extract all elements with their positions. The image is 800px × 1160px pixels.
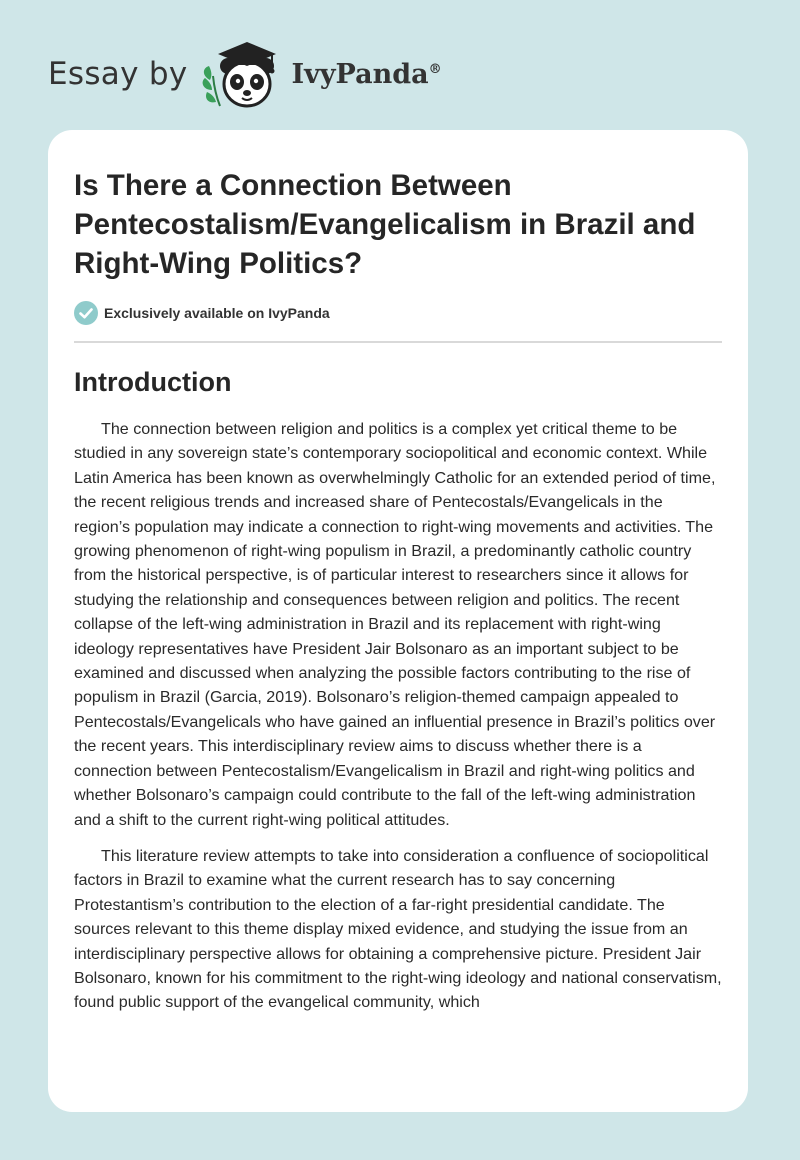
- essay-title: Is There a Connection Between Pentecostalism/Evangelicalism in Brazil and Right-Wing Politics?: [74, 169, 696, 280]
- brand-header: [48, 36, 442, 112]
- body-paragraph: The connection between religion and politics is a complex yet critical theme to be studied in any sovereign state’s contemporary sociopolitical and economic context. While Latin America has been known as overwhelmingly Catholic for an extended period of time, the recent religious trends and increased share of Pentecostals/Evangelicals in the region’s population may indicate a connection to right-wing movements and activities. The growing phenomenon of right-wing populism in Brazil, a predominantly catholic country from the historical perspective, is of particular interest to researchers since it allows for studying the relationship and consequences between religion and politics. The recent collapse of the left-wing administration in Brazil and its replacement with right-wing ideology representatives have President Jair Bolsonaro as an important subject to be examined and discussed when analyzing the possible factors contributing to the rise of populism in Brazil (Garcia, 2019). Bolsonaro’s religion-themed campaign appealed to Pentecostals/Evangelicals who have gained an influential presence in Brazil’s politics over the recent years. This interdisciplinary review aims to discuss whether there is a connection between Pentecostalism/Evangelicalism in Brazil and right-wing politics and whether Bolsonaro’s campaign could contribute to the fall of the left-wing administration and a shift to the current right-wing political attitudes.: [74, 420, 716, 829]
- brand-name-text: IvyPanda: [291, 58, 429, 90]
- brand-name: [292, 59, 442, 90]
- availability-text: Exclusively available on IvyPanda: [104, 305, 330, 321]
- check-circle-icon: [74, 301, 98, 325]
- panda-logo-icon: [200, 36, 288, 112]
- section-heading: Introduction: [74, 367, 232, 397]
- essay-card: [48, 130, 748, 1112]
- title-divider: [74, 341, 722, 343]
- brand-prefix: Essay by: [48, 56, 188, 92]
- body-paragraph: This literature review attempts to take into consideration a confluence of sociopolitical factors in Brazil to examine what the current research has to say concerning Protestantism’s contribution to the election of a far-right presidential candidate. The sources relevant to this theme display mixed evidence, and studying the issue from an interdisciplinary perspective allows for obtaining a comprehensive picture. President Jair Bolsonaro, known for his commitment to the right-wing ideology and national conservatism, found public support of the evangelical community, which: [74, 846, 722, 1012]
- availability-badge: [74, 301, 722, 325]
- registered-mark: ®: [428, 61, 442, 77]
